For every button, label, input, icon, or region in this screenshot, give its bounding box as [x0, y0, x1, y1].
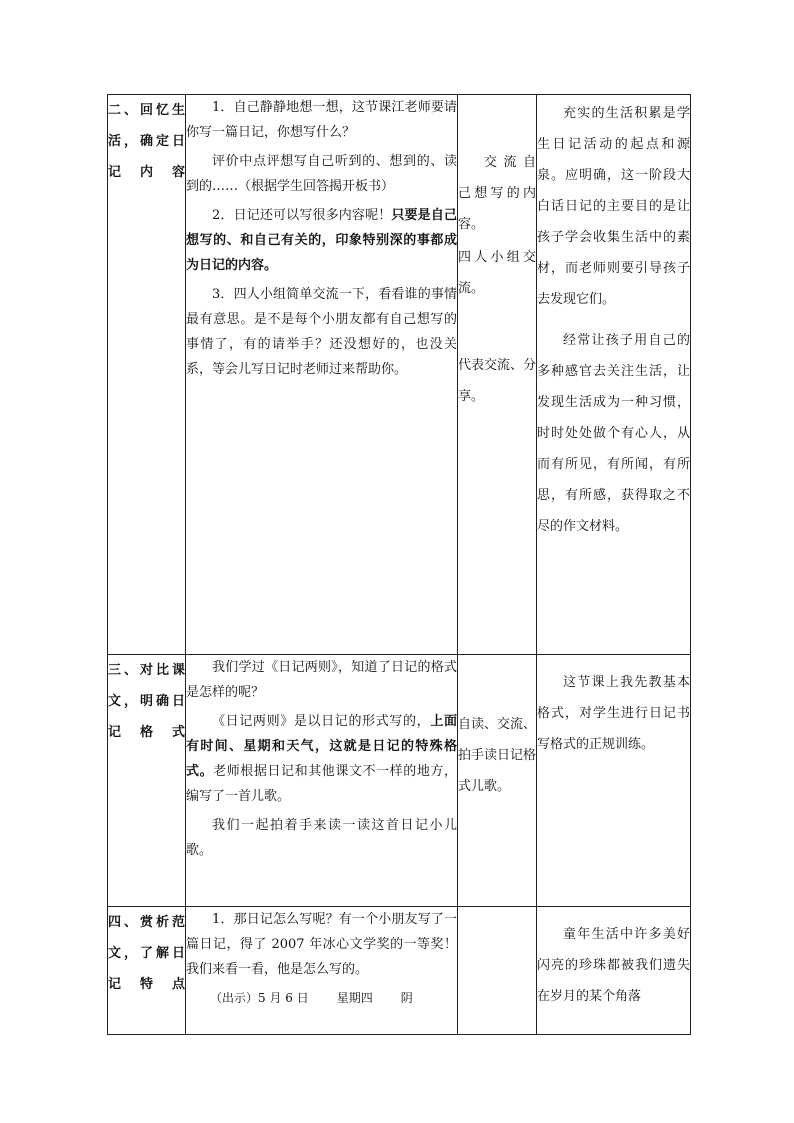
intent-cell: [537, 95, 691, 655]
content-text: 2．日记还可以写很多内容呢！: [212, 208, 392, 223]
content-bold-text: 只要是自己想写的、和自己有关的，印象特别深的事都成为日记的内容。: [186, 208, 457, 273]
activity-text: 四人小组交流。: [458, 250, 536, 296]
stage-cell: [108, 95, 186, 655]
content-paragraph: 评价中点评想写自己听到的、想到的、读到的……（根据学生回答揭开板书）: [186, 154, 457, 194]
stage-cell: [108, 907, 186, 1035]
intent-paragraph: 经常让孩子用自己的多种感官去关注生活，让发现生活成为一种习惯，时时处处做个有心人，从而有所见，有所闻，有所思，有所感，获得取之不尽的作文材料。: [537, 333, 690, 534]
content-cell: [186, 95, 458, 655]
table-row: [108, 655, 691, 907]
activity-text: 代表交流、分享。: [458, 358, 537, 404]
stage-cell: [108, 655, 186, 907]
activity-cell: [458, 95, 537, 655]
content-paragraph: 3．四人小组简单交流一下，看看谁的事情最有意思。是不是每个小朋友都有自己想写的事情了，有的请举手？还没想好的，也没关系，等会儿写日记时老师过来帮助你。: [186, 287, 457, 377]
content-paragraph: [186, 709, 457, 809]
content-text: 老师根据日记和其他课文不一样的地方，编写了一首儿歌。: [186, 764, 457, 804]
activity-cell: [458, 907, 537, 1035]
stage-title: 二、回忆生活，确定日记内容: [108, 103, 185, 180]
content-cell: [186, 655, 458, 907]
intent-paragraph: 充实的生活积累是学生日记活动的起点和源泉。应明确，这一阶段大白话日记的主要目的是让孩子学会收集生活中的素材，而老师则要引导孩子去发现它们。: [537, 106, 690, 307]
lesson-plan-table: [107, 94, 691, 1035]
intent-paragraph: 童年生活中许多美好闪亮的珍珠都被我们遗失在岁月的某个角落: [537, 927, 690, 1004]
content-paragraph: [186, 986, 457, 1011]
content-paragraph: [186, 203, 457, 278]
intent-paragraph: 这节课上我先教基本格式，对学生进行日记书写格式的正规训练。: [537, 675, 690, 752]
content-cell: [186, 907, 458, 1035]
content-text: 《日记两则》是以日记的形式写的，: [212, 714, 431, 729]
weather-text: 阴: [400, 991, 413, 1005]
content-bold-text: 上面有时间、星期和天气，这就是日记的特殊格式。: [186, 714, 457, 779]
content-paragraph: 我们一起拍着手来读一读这首日记小儿歌。: [186, 818, 457, 858]
activity-cell: [458, 655, 537, 907]
weekday-text: 星期四: [336, 991, 373, 1005]
activity-text: 自读、交流、拍手读日记格式儿歌。: [458, 717, 537, 794]
intent-cell: [537, 655, 691, 907]
stage-title: 三、对比课文，明确日记格式: [108, 663, 185, 740]
table-row: [108, 95, 691, 655]
date-text: （出示）5 月 6 日: [210, 991, 309, 1005]
content-paragraph: 1．自己静静地想一想，这节课江老师要请你写一篇日记，你想写什么？: [186, 100, 457, 140]
activity-text: 交 流 自己想写的内容。: [458, 155, 536, 232]
table-row: [108, 907, 691, 1035]
stage-title: 四、赏析范文，了解日记特点: [108, 915, 185, 992]
intent-cell: [537, 907, 691, 1035]
content-paragraph: 1．那日记怎么写呢？有一个小朋友写了一篇日记，得了 2007 年冰心文学奖的一等奖！我们来看一看，他是怎么写的。: [186, 912, 457, 977]
content-paragraph: 我们学过《日记两则》，知道了日记的格式是怎样的呢？: [186, 660, 457, 700]
